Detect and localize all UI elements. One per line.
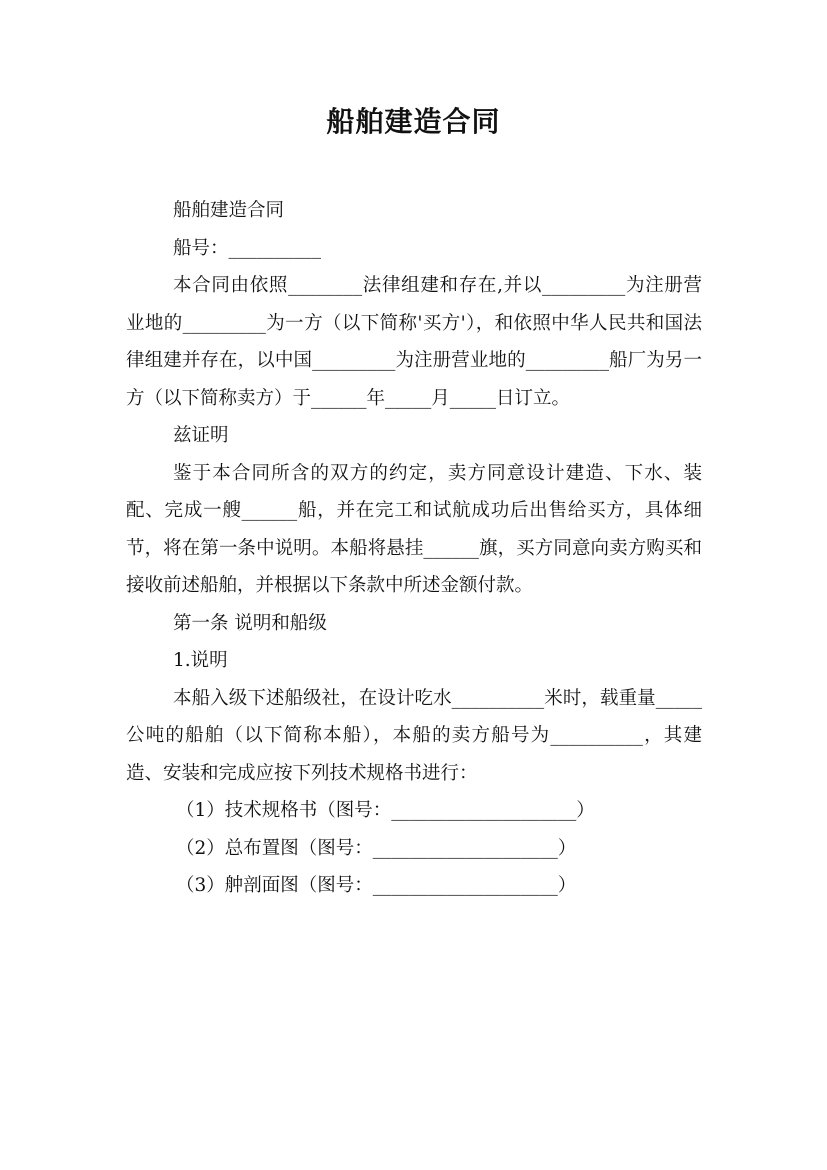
section-description-heading: 1.说明: [173, 650, 228, 671]
document-title: 船舶建造合同: [326, 105, 501, 138]
paragraph-witness: 兹证明: [173, 425, 229, 446]
paragraph-heading: 船舶建造合同: [173, 200, 285, 221]
list-item-specification: （1）技术规格书（图号：____________________）: [176, 800, 595, 821]
paragraph-whereas: 鉴于本合同所含的双方的约定，卖方同意设计建造、下水、装配、完成一艘______船，并在完工和试航成功后出售给买方，具体细节，将在第一条中说明。本船将悬挂______旗，买方同意向卖方购买和接收前述船舶，并根据以下条款中所述金额付款。: [126, 462, 702, 596]
paragraph-description: 本船入级下述船级社，在设计吃水__________米时，载重量_____公吨的船舶（以下简称本船），本船的卖方船号为__________，其建造、安装和完成应按下列技术规格书进行：: [126, 687, 702, 784]
paragraph-parties: 本合同由依照________法律组建和存在,并以_________为注册营业地的_________为一方（以下简称'买方'），和依照中华人民共和国法律组建并存在，以中国_________为注册营业地的_________船厂为另一方（以下简称卖方）于______年_____月_____日订立。: [126, 275, 702, 409]
article-one-heading: 第一条 说明和船级: [173, 612, 327, 634]
list-item-general-arrangement: （2）总布置图（图号：____________________）: [176, 837, 577, 859]
document-body: [126, 192, 702, 905]
paragraph-ship-number: 船号：__________: [173, 237, 322, 259]
list-item-midship-section: （3）舯剖面图（图号：____________________）: [176, 875, 577, 896]
